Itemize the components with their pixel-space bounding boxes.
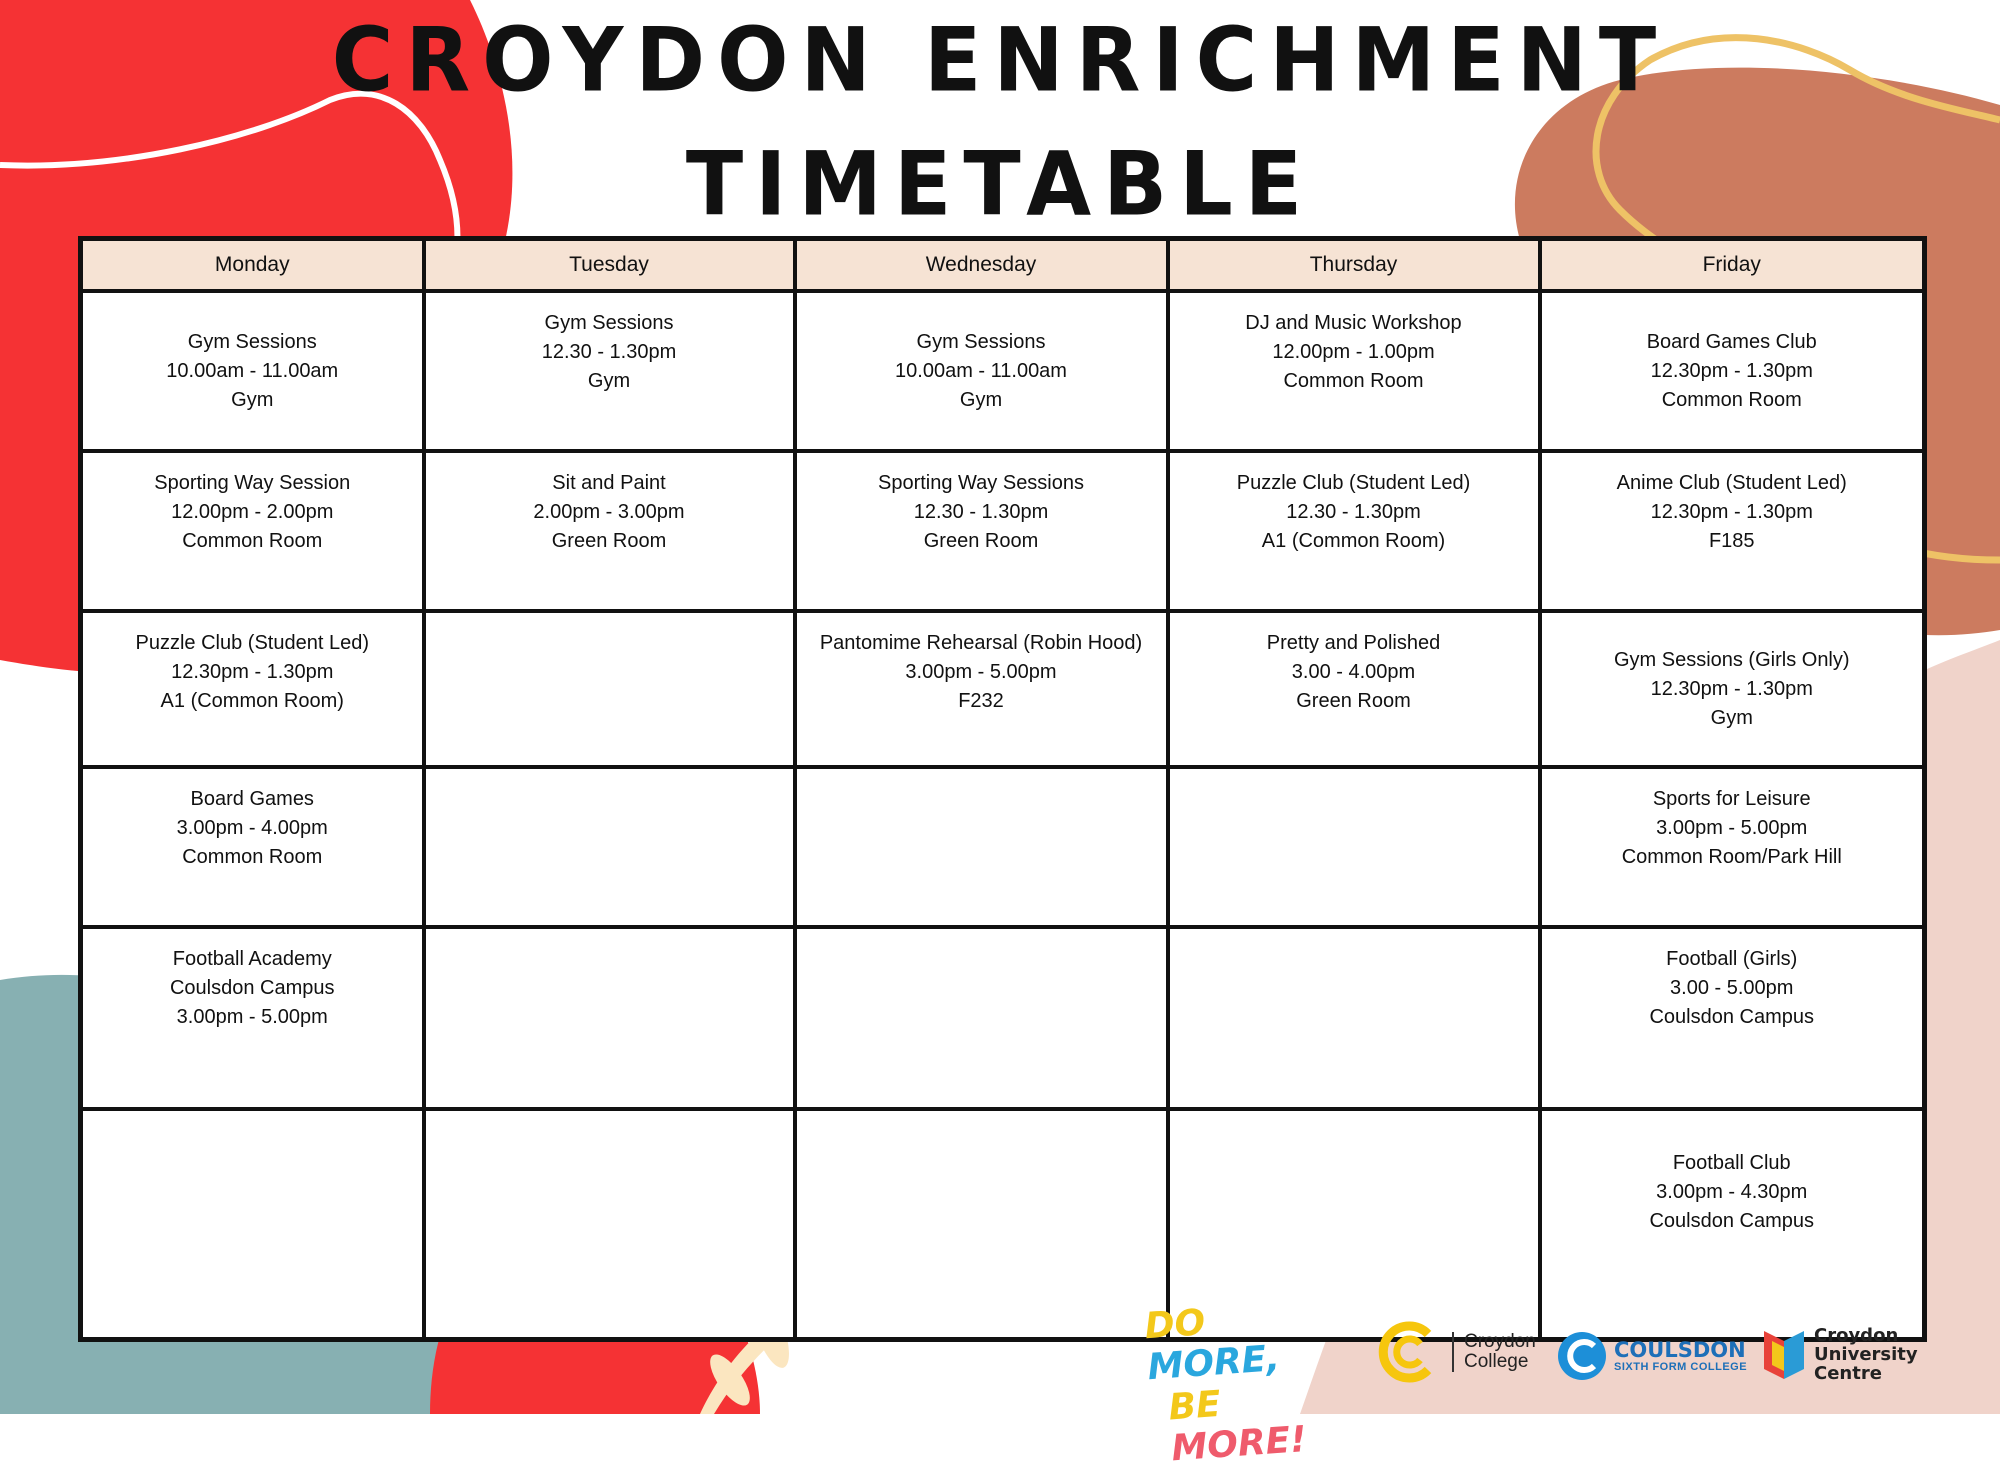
slogan-word: DO xyxy=(1143,1302,1207,1348)
session-time: 12.30pm - 1.30pm xyxy=(1650,501,1813,523)
session-time: 12.00pm - 2.00pm xyxy=(171,501,334,523)
session-cell xyxy=(795,451,1168,611)
session-name: Sit and Paint xyxy=(552,472,666,494)
session-name: Pretty and Polished xyxy=(1266,632,1441,654)
session-cell xyxy=(1540,767,1925,927)
session-location: Green Room xyxy=(551,530,667,552)
coulsdon-subtitle: SIXTH FORM COLLEGE xyxy=(1614,1361,1748,1373)
session-cell xyxy=(1168,611,1540,767)
session-time: 12.30 - 1.30pm xyxy=(541,341,677,363)
timetable-header-row xyxy=(81,239,1925,292)
session-name: Gym Sessions xyxy=(544,312,674,334)
session-cell xyxy=(81,767,424,927)
day-header-monday: Monday xyxy=(81,239,424,292)
session-cell xyxy=(1540,1109,1925,1340)
day-header-wednesday: Wednesday xyxy=(795,239,1168,292)
session-name: Pantomime Rehearsal (Robin Hood) xyxy=(819,632,1143,654)
empty-cell xyxy=(795,767,1168,927)
session-cell xyxy=(424,451,795,611)
slogan-word: BE xyxy=(1167,1383,1223,1429)
croydon-university-centre-logo xyxy=(1762,1326,1918,1383)
session-time: 12.30pm - 1.30pm xyxy=(171,661,334,683)
session-location: Common Room xyxy=(1283,370,1424,392)
session-cell xyxy=(795,291,1168,451)
session-location: F232 xyxy=(958,690,1004,712)
session-cell xyxy=(81,291,424,451)
session-time: 3.00pm - 5.00pm xyxy=(1656,817,1808,839)
empty-cell xyxy=(1168,767,1540,927)
croydon-college-text: Croydon xyxy=(1464,1331,1536,1352)
session-time: 12.30 - 1.30pm xyxy=(1286,501,1421,523)
session-location: Common Room xyxy=(1661,388,1802,411)
session-cell xyxy=(795,611,1168,767)
session-name: DJ and Music Workshop xyxy=(1245,312,1462,334)
coulsdon-c-icon xyxy=(1556,1330,1608,1382)
coulsdon-name: COULSDON xyxy=(1614,1338,1746,1362)
session-location: Gym xyxy=(1710,706,1753,729)
session-cell xyxy=(81,451,424,611)
session-location: A1 (Common Room) xyxy=(1261,530,1446,552)
session-cell xyxy=(1540,451,1925,611)
session-time: 12.00pm - 1.00pm xyxy=(1272,341,1435,363)
session-time: 3.00 - 5.00pm xyxy=(1670,977,1794,999)
croydon-college-text: College xyxy=(1464,1351,1529,1372)
session-name: Sporting Way Sessions xyxy=(877,472,1084,494)
session-time: 3.00pm - 5.00pm xyxy=(905,661,1057,683)
session-cell xyxy=(1168,451,1540,611)
session-name: Gym Sessions xyxy=(916,330,1046,353)
day-header-friday: Friday xyxy=(1540,239,1925,292)
session-name: Sporting Way Session xyxy=(154,472,351,494)
session-time: 3.00pm - 4.30pm xyxy=(1656,1181,1808,1203)
session-time: 10.00am - 11.00am xyxy=(895,359,1067,382)
session-time: 2.00pm - 3.00pm xyxy=(533,501,685,523)
session-time: 10.00am - 11.00am xyxy=(166,359,339,382)
session-location: Common Room/Park Hill xyxy=(1621,846,1842,868)
session-time: 12.30pm - 1.30pm xyxy=(1650,359,1813,382)
timetable-row xyxy=(81,1109,1925,1340)
session-name: Sports for Leisure xyxy=(1652,788,1811,810)
empty-cell xyxy=(424,611,795,767)
timetable-row xyxy=(81,291,1925,451)
cuc-text: Croydon xyxy=(1814,1325,1899,1346)
page-title-line-2: TIMETABLE xyxy=(685,132,1315,236)
session-name: Gym Sessions xyxy=(187,330,317,353)
session-cell xyxy=(81,927,424,1109)
slogan-word: MORE! xyxy=(1170,1419,1308,1469)
empty-cell xyxy=(795,927,1168,1109)
session-time: 12.30 - 1.30pm xyxy=(913,501,1049,523)
session-cell xyxy=(1540,927,1925,1109)
session-location: Common Room xyxy=(182,530,323,552)
cuc-text: Centre xyxy=(1814,1363,1882,1384)
timetable-row xyxy=(81,451,1925,611)
day-header-thursday: Thursday xyxy=(1168,239,1540,292)
session-location: Green Room xyxy=(923,530,1039,552)
timetable-row xyxy=(81,927,1925,1109)
university-shield-icon xyxy=(1762,1327,1806,1383)
session-name: Puzzle Club (Student Led) xyxy=(135,632,369,654)
session-cell xyxy=(1540,291,1925,451)
session-name: Football (Girls) xyxy=(1666,948,1798,970)
session-location: F185 xyxy=(1708,530,1755,552)
session-cell xyxy=(81,611,424,767)
session-name: Board Games Club xyxy=(1646,330,1817,353)
coulsdon-sixth-form-logo xyxy=(1556,1330,1747,1382)
croydon-college-c-icon xyxy=(1378,1320,1442,1384)
empty-cell xyxy=(424,767,795,927)
session-name: Anime Club (Student Led) xyxy=(1616,472,1847,494)
session-location: Coulsdon Campus xyxy=(169,977,335,999)
session-location: Green Room xyxy=(1296,690,1411,712)
session-time: 3.00 - 4.00pm xyxy=(1291,661,1416,683)
session-location: Gym xyxy=(959,388,1003,411)
do-more-be-more-logo xyxy=(1143,1300,1326,1469)
page-title-line-1: CROYDON ENRICHMENT xyxy=(331,8,1669,112)
session-time: 3.00pm - 5.00pm xyxy=(176,1006,328,1028)
session-time: 3.00pm - 4.00pm xyxy=(176,817,328,839)
session-name: Gym Sessions (Girls Only) xyxy=(1613,648,1850,671)
session-name: Football Academy xyxy=(172,948,332,970)
slogan-word: MORE, xyxy=(1146,1338,1282,1389)
session-cell xyxy=(424,291,795,451)
empty-cell xyxy=(1168,927,1540,1109)
empty-cell xyxy=(81,1109,424,1340)
session-name: Board Games xyxy=(190,788,314,810)
day-header-tuesday: Tuesday xyxy=(424,239,795,292)
empty-cell xyxy=(424,1109,795,1340)
session-cell xyxy=(1168,291,1540,451)
croydon-college-logo xyxy=(1378,1320,1536,1384)
session-location: Gym xyxy=(231,388,274,411)
timetable-row xyxy=(81,611,1925,767)
session-location: Coulsdon Campus xyxy=(1649,1210,1815,1232)
cuc-text: University xyxy=(1814,1344,1918,1365)
session-location: Gym xyxy=(587,370,631,392)
session-location: A1 (Common Room) xyxy=(160,690,344,712)
empty-cell xyxy=(795,1109,1168,1340)
session-cell xyxy=(1540,611,1925,767)
session-time: 12.30pm - 1.30pm xyxy=(1650,677,1813,700)
timetable-row xyxy=(81,767,1925,927)
session-name: Football Club xyxy=(1672,1152,1791,1174)
session-name: Puzzle Club (Student Led) xyxy=(1236,472,1471,494)
session-location: Common Room xyxy=(182,846,323,868)
timetable xyxy=(78,236,1927,1342)
empty-cell xyxy=(424,927,795,1109)
session-location: Coulsdon Campus xyxy=(1649,1006,1815,1028)
